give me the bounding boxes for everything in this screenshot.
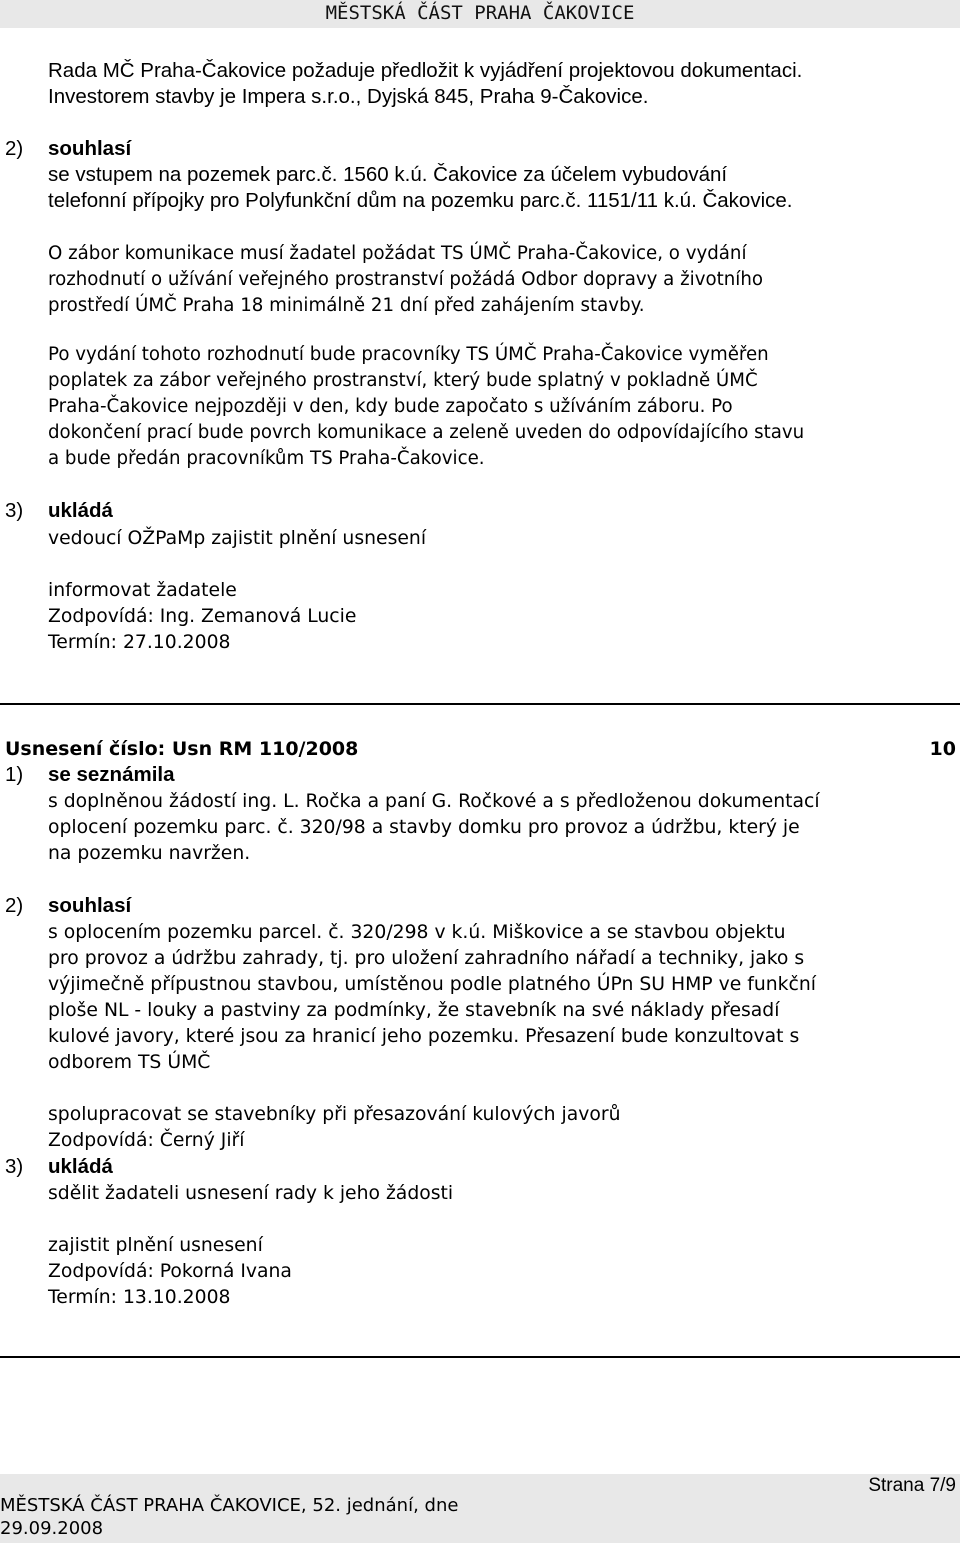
item-text-line: pro provoz a údržbu zahrady, tj. pro uložení zahradního nářadí a techniky, jako s: [48, 948, 805, 969]
item-text-line: se vstupem na pozemek parc.č. 1560 k.ú. Čakovice za účelem vybudování: [48, 163, 728, 186]
item-text-line: na pozemku navržen.: [48, 843, 251, 864]
deadline: Termín: 13.10.2008: [48, 1287, 231, 1308]
footer-meeting-info: MĚSTSKÁ ČÁST PRAHA ČAKOVICE, 52. jednání, dne: [0, 1495, 459, 1516]
item-keyword-uklada: ukládá: [48, 499, 113, 522]
resolution-title: Usnesení číslo: Usn RM 110/2008: [5, 738, 359, 760]
task-text: spolupracovat se stavebníky při přesazování kulových javorů: [48, 1104, 621, 1125]
item-keyword-uklada: ukládá: [48, 1155, 113, 1178]
item-text-line: ploše NL - louky a pastviny za podmínky, že stavebník na své náklady přesadí: [48, 1000, 780, 1021]
item-number: 2): [5, 894, 24, 917]
item-number: 3): [5, 1155, 24, 1178]
page-number: Strana 7/9: [868, 1475, 956, 1496]
responsible-person: Zodpovídá: Pokorná Ivana: [48, 1261, 292, 1282]
paragraph-line: prostředí ÚMČ Praha 18 minimálně 21 dní před zahájením stavby.: [48, 295, 645, 316]
item-text-line: s doplněnou žádostí ing. L. Ročka a paní G. Ročkové a s předloženou dokumentací: [48, 791, 820, 812]
paragraph-line: a bude předán pracovníkům TS Praha-Čakovice.: [48, 448, 485, 469]
header-title: MĚSTSKÁ ČÁST PRAHA ČAKOVICE: [325, 2, 635, 24]
deadline: Termín: 27.10.2008: [48, 632, 231, 653]
item-keyword-souhlasi: souhlasí: [48, 137, 132, 160]
section-divider: [0, 1356, 960, 1358]
item-text-line: s oplocením pozemku parcel. č. 320/298 v k.ú. Miškovice a se stavbou objektu: [48, 922, 786, 943]
paragraph-line: dokončení prací bude povrch komunikace a zeleně uveden do odpovídajícího stavu: [48, 422, 805, 443]
item-number: 1): [5, 763, 24, 786]
item-keyword-souhlasi: souhlasí: [48, 894, 132, 917]
item-text-line: odborem TS ÚMČ: [48, 1052, 211, 1073]
item-text-line: kulové javory, které jsou za hranicí jeho pozemku. Přesazení bude konzultovat s: [48, 1026, 800, 1047]
item-number: 3): [5, 499, 24, 522]
task-text: informovat žadatele: [48, 580, 237, 601]
paragraph-line: rozhodnutí o užívání veřejného prostranství požádá Odbor dopravy a životního: [48, 269, 763, 290]
item-text-line: telefonní přípojky pro Polyfunkční dům na pozemku parc.č. 1151/11 k.ú. Čakovice.: [48, 189, 793, 212]
item-text-line: oplocení pozemku parc. č. 320/98 a stavby domku pro provoz a údržbu, který je: [48, 817, 800, 838]
intro-line-1: Rada MČ Praha-Čakovice požaduje předložit k vyjádření projektovou dokumentaci.: [48, 59, 803, 82]
section-divider: [0, 703, 960, 705]
item-text-line: výjimečně přípustnou stavbou, umístěnou podle platného ÚPn SU HMP ve funkční: [48, 974, 816, 995]
paragraph-line: O zábor komunikace musí žadatel požádat TS ÚMČ Praha-Čakovice, o vydání: [48, 243, 747, 264]
paragraph-line: poplatek za zábor veřejného prostranství, který bude splatný v pokladně ÚMČ: [48, 370, 758, 391]
resolution-number: 10: [929, 738, 956, 760]
item-text-line: sdělit žadateli usnesení rady k jeho žádosti: [48, 1183, 454, 1204]
responsible-person: Zodpovídá: Ing. Zemanová Lucie: [48, 606, 357, 627]
item-text-line: vedoucí OŽPaMp zajistit plnění usnesení: [48, 528, 427, 549]
intro-line-2: Investorem stavby je Impera s.r.o., Dyjská 845, Praha 9-Čakovice.: [48, 85, 649, 108]
task-text: zajistit plnění usnesení: [48, 1235, 263, 1256]
item-keyword-se-seznamila: se seznámila: [48, 763, 175, 786]
item-number: 2): [5, 137, 24, 160]
paragraph-line: Po vydání tohoto rozhodnutí bude pracovníky TS ÚMČ Praha-Čakovice vyměřen: [48, 344, 769, 365]
footer-date: 29.09.2008: [0, 1518, 104, 1539]
responsible-person: Zodpovídá: Černý Jiří: [48, 1130, 245, 1151]
paragraph-line: Praha-Čakovice nejpozději v den, kdy bude započato s užíváním záboru. Po: [48, 396, 733, 417]
